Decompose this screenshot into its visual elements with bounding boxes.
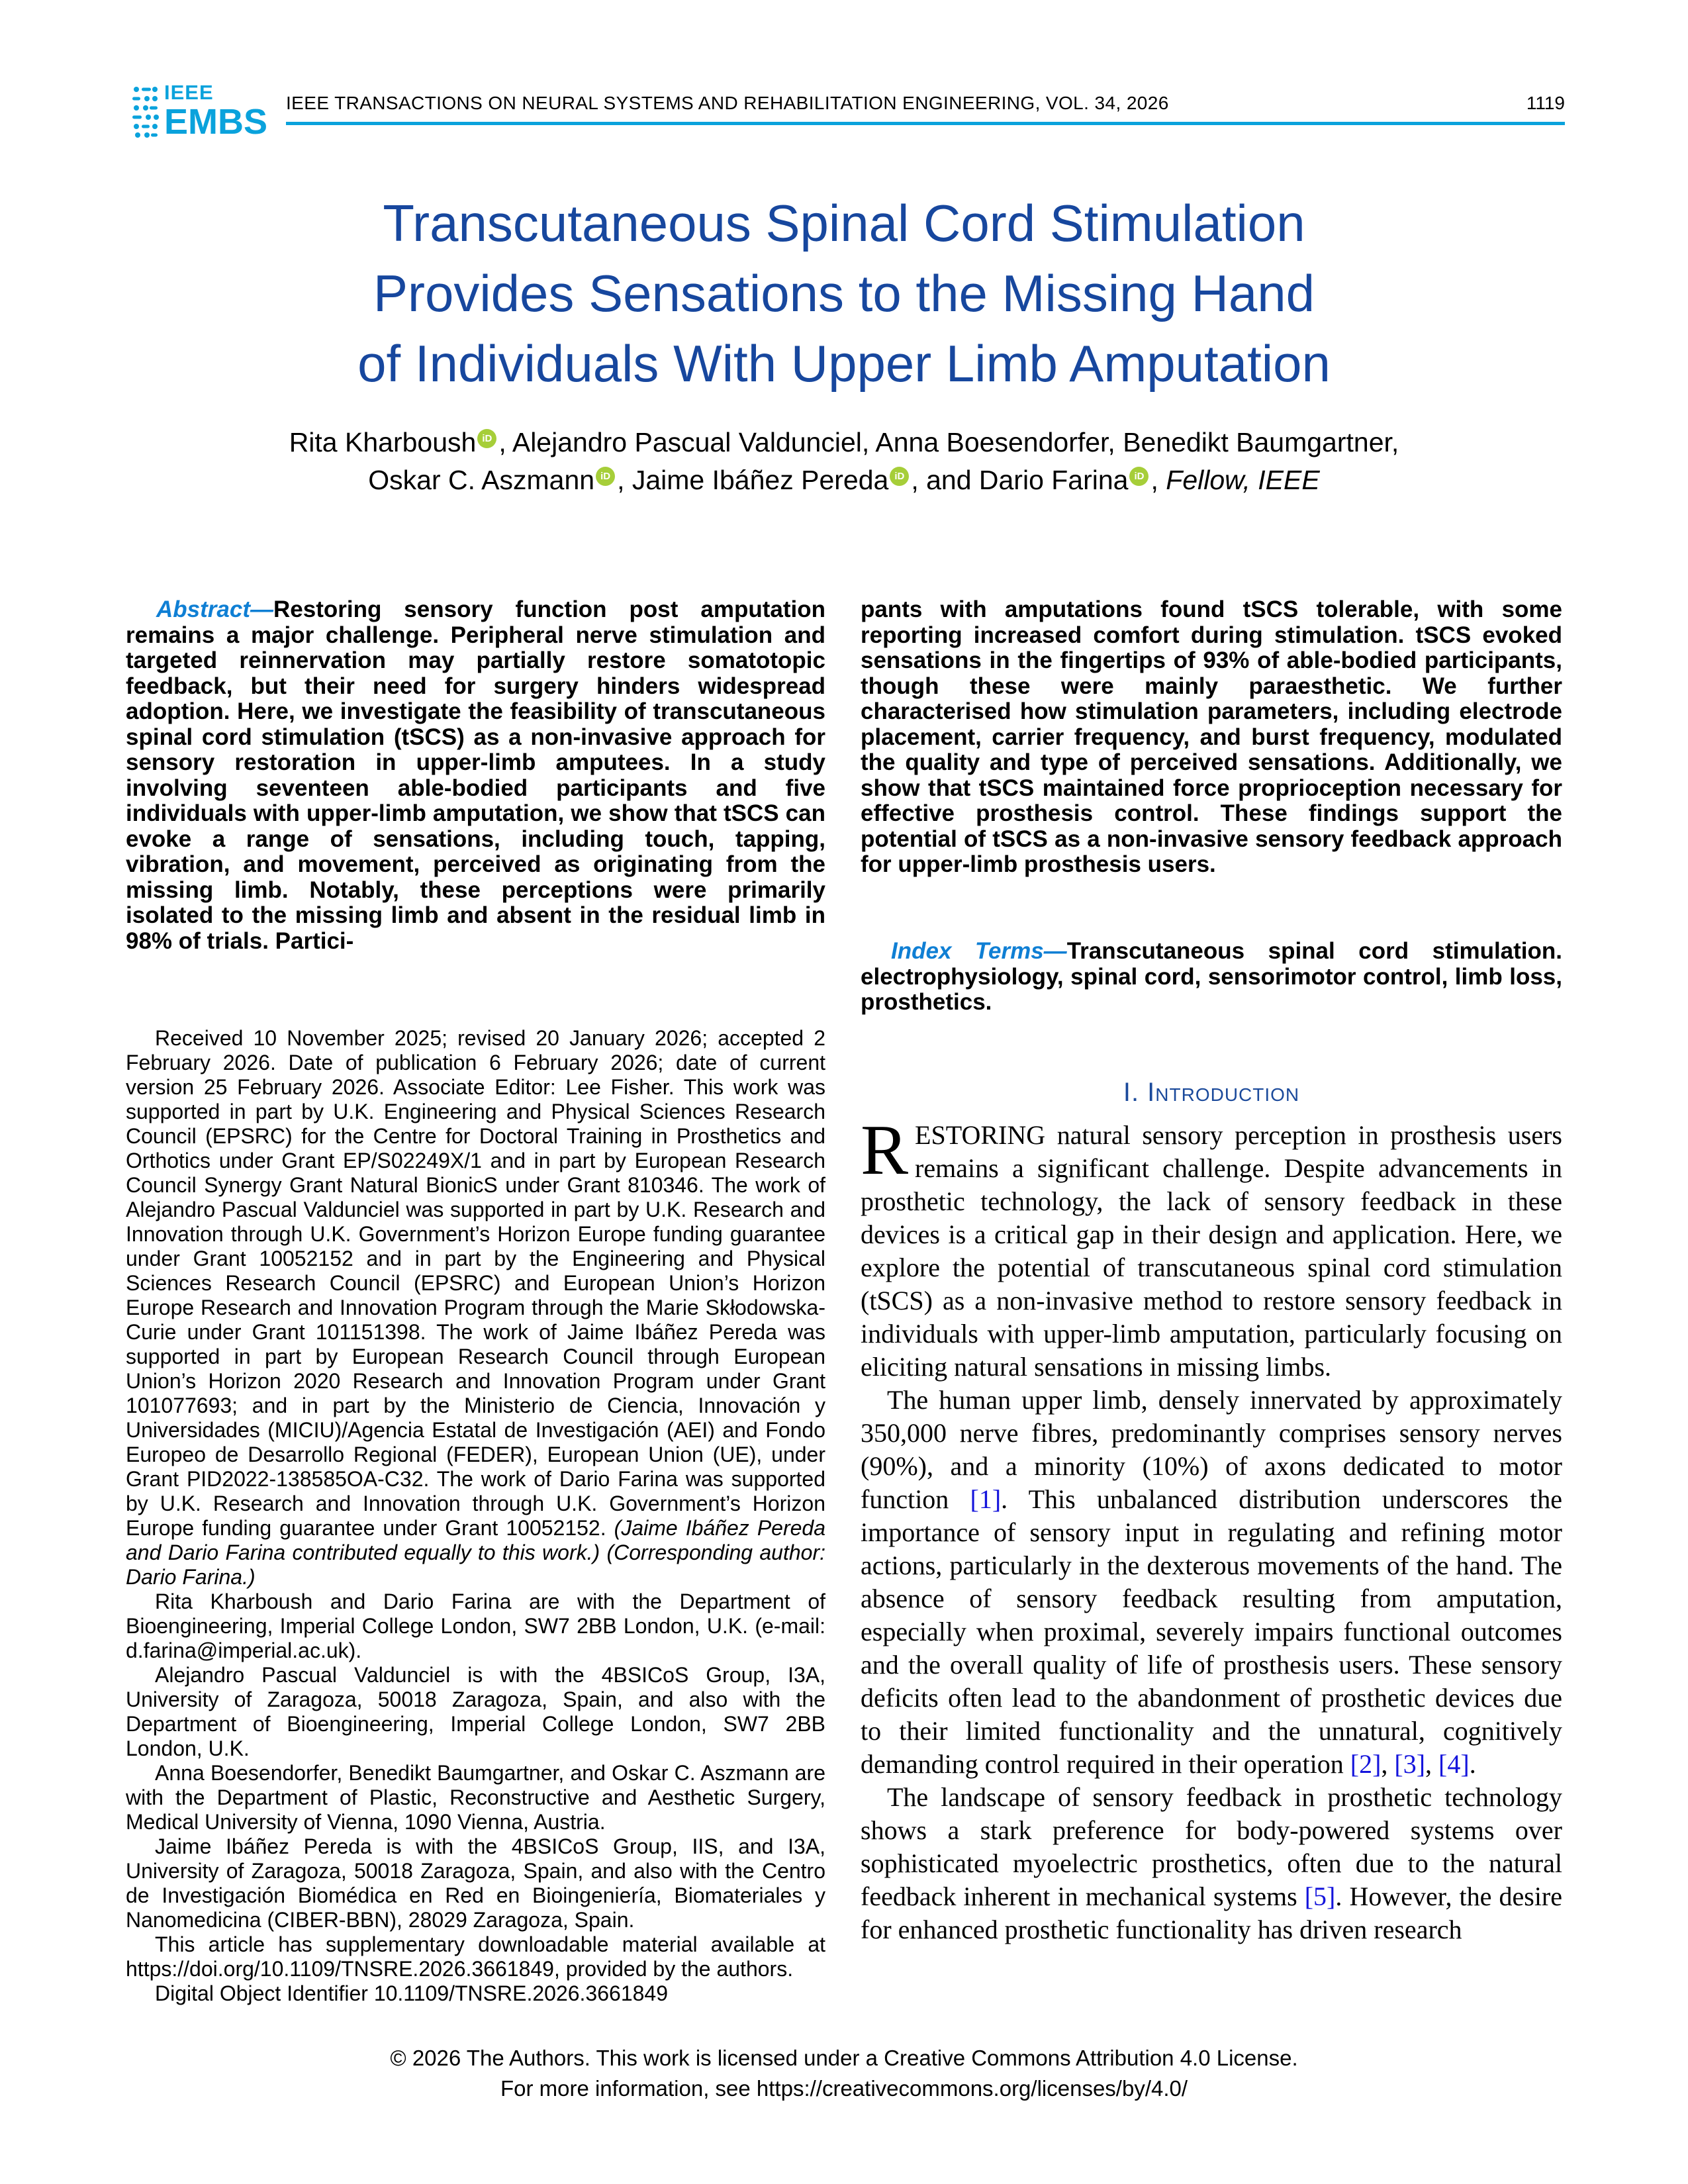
footnote-supplementary: This article has supplementary downloadable material available at https://doi.org/10.1109/TNSRE.2026.3661849, provided by the authors. — [126, 1932, 825, 1981]
footnote-doi: Digital Object Identifier 10.1109/TNSRE.2026.3661849 — [155, 1981, 668, 2005]
intro-paragraph-3: The landscape of sensory feedback in prosthetic technology shows a stark preference for body-powered systems over sophisticated myoelectric prosthetics, often due to the natural feedback inherent in mechanical systems [5]. However, the desire for enhanced prosthetic functionality has driven research — [861, 1782, 1563, 1944]
intro-paragraph-2: The human upper limb, densely innervated by approximately 350,000 nerve fibres, predominantly comprises sensory nerves (90%), and a minority (10%) of axons dedicated to motor function [1]. This unbalanced distribution underscores the importance of sensory input in regulating and refining motor actions, particularly in the dexterous movements of the hand. The absence of sensory feedback resulting from amputation, especially when proximal, severely impairs functional outcomes and the overall quality of life of prosthesis users. These sensory deficits often lead to the abandonment of prosthetic devices due to their limited functionality and the unnatural, cognitively demanding control required in their operation [2], [3], [4]. — [861, 1385, 1562, 1779]
first-page-footnotes — [126, 1026, 825, 2006]
orcid-icon[interactable]: iD — [477, 429, 496, 448]
license-url-line: For more information, see https://creativecommons.org/licenses/by/4.0/ — [500, 2076, 1188, 2101]
ieee-embs-logo — [131, 82, 267, 140]
abstract-right-column: pants with amputations found tSCS tolerable, with some reporting increased comfort during stimulation. tSCS evoked sensations in the fingertips of 93% of able-bodied participants, though these were mainly paraesthetic. We further characterised how stimulation parameters, including electrode placement, carrier frequency, and burst frequency, modulated the quality and type of perceived sensations. Additionally, we show that tSCS maintained force proprioception necessary for effective prosthesis control. These findings support the potential of tSCS as a non-invasive sensory feedback approach for upper-limb prosthesis users. — [861, 596, 1562, 877]
footnote-affiliation-vienna: Anna Boesendorfer, Benedikt Baumgartner, and Oskar C. Aszmann are with the Department of Plastic, Reconstructive and Aesthetic Surgery, Medical University of Vienna, 1090 Vienna, Austria. — [126, 1761, 825, 1834]
orcid-icon[interactable]: iD — [596, 467, 615, 486]
footnote-affiliation-valdunciel: Alejandro Pascual Valdunciel is with the 4BSICoS Group, I3A, University of Zaragoza, 50018 Zaragoza, Spain, and also with the Department of Bioengineering, Imperial College London, SW7 2BB London, U.K. — [126, 1663, 825, 1760]
page-number: 1119 — [1526, 93, 1565, 113]
license-line: © 2026 The Authors. This work is licensed under a Creative Commons Attribution 4.0 License. — [390, 2046, 1298, 2070]
intro-paragraph-1: RESTORING natural sensory perception in prosthesis users remains a significant challenge. Despite advancements in prosthetic technology, the lack of sensory feedback in these devices is a critical gap in their design and application. Here, we explore the potential of transcutaneous spinal cord stimulation (tSCS) as a non-invasive method to restore sensory feedback in individuals with upper-limb amputation, particularly focusing on eliciting natural sensations in missing limbs. — [861, 1111, 1562, 1382]
citation-5[interactable]: [5] — [1304, 1881, 1336, 1911]
embs-logo-text — [164, 82, 267, 140]
index-terms-lead-in: Index Terms— — [891, 938, 1067, 964]
citation-1[interactable]: [1] — [970, 1484, 1002, 1514]
author-line-2: Oskar C. Aszmann iD , Jaime Ibáñez Pereda iD , and Dario Farina iD , Fellow, IEEE — [368, 465, 1320, 495]
logo-embs-label: EMBS — [164, 102, 268, 142]
orcid-icon[interactable]: iD — [890, 467, 909, 486]
paper-title-line2: Provides Sensations to the Missing Hand — [373, 264, 1315, 322]
section-heading-introduction: I. Introduction — [1123, 1078, 1300, 1107]
introduction-body — [861, 1111, 1563, 1946]
index-terms: Index Terms—Transcutaneous spinal cord stimulation. electrophysiology, spinal cord, sensorimotor control, limb loss, prosthetics. — [861, 938, 1563, 1015]
author-line-1: Rita Kharboush iD , Alejandro Pascual Valdunciel, Anna Boesendorfer, Benedikt Baumgartner, — [289, 427, 1399, 457]
footnote-funding: Received 10 November 2025; revised 20 January 2026; accepted 2 February 2026. Date of publication 6 February 2026; date of current version 25 February 2026. Associate Editor: Lee Fisher. This work was supported in part by U.K. Engineering and Physical Sciences Research Council (EPSRC) for the Centre for Doctoral Training in Prosthetics and Orthotics under Grant EP/S02249X/1 and in part by European Research Council Synergy Grant Natural BionicS under Grant 810346. The work of Alejandro Pascual Valdunciel was supported in part by U.K. Research and Innovation through U.K. Government’s Horizon Europe funding guarantee under Grant 10052152 and in part by the Engineering and Physical Sciences Research Council (EPSRC) and European Union’s Horizon Europe Research and Innovation Program through the Marie Skłodowska-Curie under Grant 101151398. The work of Jaime Ibáñez Pereda was supported in part by European Research Council through European Union’s Horizon 2020 Research and Innovation Program under Grant 101077693; and in part by the Ministerio de Ciencia, Innovación y Universidades (MICIU)/Agencia Estatal de Investigación (AEI) and Fondo Europeo de Desarrollo Regional (FEDER), European Union (UE), under Grant PID2022-138585OA-C32. The work of Dario Farina was supported by U.K. Research and Innovation through U.K. Government’s Horizon Europe funding guarantee under Grant 10052152. (Jaime Ibáñez Pereda and Dario Farina contributed equally to this work.) (Corresponding author: Dario Farina.) — [126, 1026, 826, 1589]
footnote-affiliation-ibanez: Jaime Ibáñez Pereda is with the 4BSICoS Group, IIS, and I3A, University of Zaragoza, 50018 Zaragoza, Spain, and also with the Centro de Investigación Biomédica en Red en Bioingeniería, Biomateriales y Nanomedicina (CIBER-BBN), 28029 Zaragoza, Spain. — [126, 1834, 825, 1932]
drop-cap-letter: R — [861, 1111, 909, 1190]
header-rule — [286, 122, 1565, 125]
embs-dna-icon — [131, 82, 159, 138]
citation-4[interactable]: [4] — [1438, 1749, 1470, 1779]
supplementary-doi-link[interactable]: https://doi.org/10.1109/TNSRE.2026.3661849 — [126, 1957, 554, 1981]
citation-3[interactable]: [3] — [1394, 1749, 1426, 1779]
orcid-icon[interactable]: iD — [1129, 467, 1149, 486]
journal-header: IEEE TRANSACTIONS ON NEURAL SYSTEMS AND REHABILITATION ENGINEERING, VOL. 34, 2026 — [286, 93, 1169, 113]
author-list — [0, 424, 1688, 499]
paper-title-line1: Transcutaneous Spinal Cord Stimulation — [383, 194, 1305, 252]
logo-ieee-label: IEEE — [164, 81, 214, 104]
paper-title-line3: of Individuals With Upper Limb Amputation — [357, 334, 1331, 393]
paper-title — [0, 188, 1688, 399]
license-footer — [0, 2043, 1688, 2104]
abstract-left-column: Abstract—Restoring sensory function post amputation remains a major challenge. Peripheral nerve stimulation and targeted reinnervation may partially restore somatotopic feedback, but their need for surgery hinders widespread adoption. Here, we investigate the feasibility of transcutaneous spinal cord stimulation (tSCS) as a non-invasive approach for sensory restoration in upper-limb amputees. In a study involving seventeen able-bodied participants and five individuals with upper-limb amputation, we show that tSCS can evoke a range of sensations, including touch, tapping, vibration, and movement, perceived as originating from the missing limb. Notably, these perceptions were primarily isolated to the missing limb and absent in the residual limb in 98% of trials. Partici- — [126, 596, 825, 954]
abstract-lead-in: Abstract— — [156, 596, 273, 622]
citation-2[interactable]: [2] — [1350, 1749, 1382, 1779]
footnote-affiliation-kharboush-farina: Rita Kharboush and Dario Farina are with the Department of Bioengineering, Imperial College London, SW7 2BB London, U.K. (e-mail: d.farina@imperial.ac.uk). — [126, 1590, 825, 1662]
